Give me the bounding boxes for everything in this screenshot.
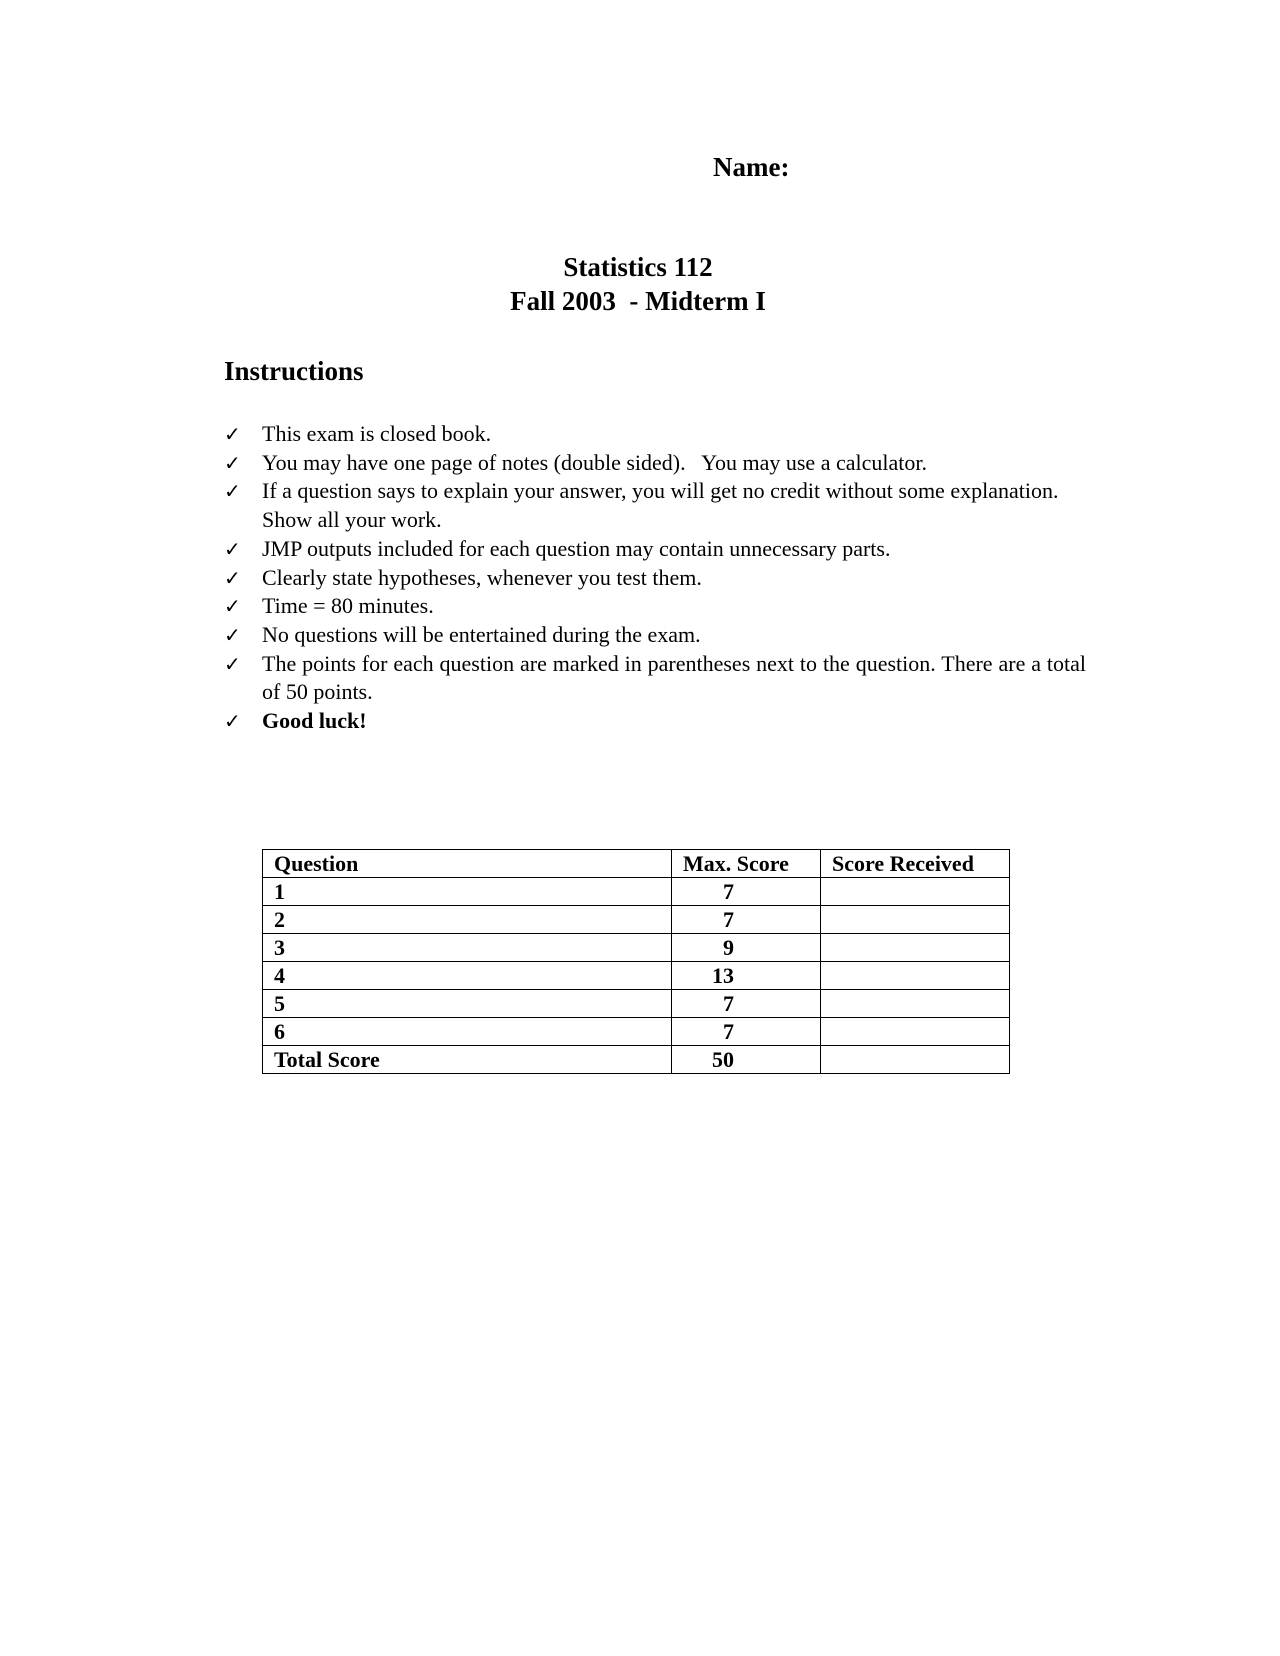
checkmark-icon: ✓ [224, 622, 241, 647]
instructions-list [224, 420, 1086, 736]
instruction-text: This exam is closed book. [262, 421, 492, 446]
max-score: 7 [723, 990, 734, 1016]
max-score: 7 [723, 1018, 734, 1044]
checkmark-icon: ✓ [224, 479, 241, 504]
score-received-cell [821, 990, 1010, 1018]
instructions-heading: Instructions [224, 356, 364, 386]
total-label: Total Score [263, 1046, 672, 1074]
checkmark-icon: ✓ [224, 565, 241, 590]
max-score-cell [672, 1018, 821, 1046]
table-header-row [263, 850, 1010, 878]
exam-title [0, 250, 1276, 318]
header-score-received: Score Received [821, 850, 1010, 878]
question-number: 4 [263, 962, 672, 990]
instruction-item [224, 535, 1086, 564]
score-received-cell [821, 934, 1010, 962]
total-max-score: 50 [712, 1046, 734, 1072]
instruction-text: No questions will be entertained during the exam. [262, 621, 701, 647]
table-row [263, 906, 1010, 934]
table-row [263, 878, 1010, 906]
question-number: 1 [263, 878, 672, 906]
instruction-text: Time = 80 minutes. [262, 593, 434, 619]
checkmark-icon: ✓ [224, 422, 241, 446]
table-row [263, 1018, 1010, 1046]
course-title: Statistics 112 [563, 252, 713, 282]
checkmark-icon: ✓ [224, 651, 241, 676]
instruction-text: Good luck! [262, 708, 367, 734]
table-row [263, 962, 1010, 990]
instruction-item [224, 621, 1086, 650]
max-score-cell [672, 990, 821, 1018]
max-score-cell [672, 906, 821, 934]
max-score: 7 [723, 878, 734, 904]
instruction-item [224, 449, 1086, 478]
instruction-text: JMP outputs included for each question may contain unnecessary parts. [262, 535, 891, 561]
instruction-text: Clearly state hypotheses, whenever you test them. [262, 564, 702, 590]
instruction-text: If a question says to explain your answer, you will get no credit without some explanation. Show all your work. [262, 478, 1070, 533]
max-score: 7 [723, 906, 734, 932]
checkmark-icon: ✓ [224, 450, 241, 475]
max-score-cell [672, 934, 821, 962]
score-received-cell [821, 906, 1010, 934]
instruction-text: You may have one page of notes (double sided). You may use a calculator. [262, 449, 927, 475]
name-label: Name: [713, 152, 790, 182]
max-score-cell [672, 878, 821, 906]
question-number: 2 [263, 906, 672, 934]
total-max-cell [672, 1046, 821, 1074]
instruction-text: The points for each question are marked in parentheses next to the question. There are a total of 50 points. [262, 650, 1086, 705]
total-row [263, 1046, 1010, 1074]
instruction-item [224, 650, 1086, 707]
score-received-cell [821, 1018, 1010, 1046]
exam-subtitle: Fall 2003 - Midterm I [510, 286, 766, 316]
total-received-cell [821, 1046, 1010, 1074]
checkmark-icon: ✓ [224, 536, 241, 561]
header-question: Question [263, 850, 672, 878]
table-row [263, 934, 1010, 962]
instruction-item [224, 477, 1086, 534]
score-received-cell [821, 962, 1010, 990]
question-number: 3 [263, 934, 672, 962]
max-score: 9 [723, 934, 734, 960]
max-score-cell [672, 962, 821, 990]
table-row [263, 990, 1010, 1018]
max-score: 13 [712, 962, 734, 988]
checkmark-icon: ✓ [224, 594, 241, 619]
checkmark-icon: ✓ [224, 709, 241, 734]
score-received-cell [821, 878, 1010, 906]
score-table [262, 849, 1010, 1074]
instruction-item [224, 564, 1086, 593]
instruction-item [224, 592, 1086, 621]
header-max-score: Max. Score [672, 850, 821, 878]
instruction-item [224, 420, 1086, 449]
question-number: 6 [263, 1018, 672, 1046]
question-number: 5 [263, 990, 672, 1018]
instruction-item [224, 707, 1086, 736]
